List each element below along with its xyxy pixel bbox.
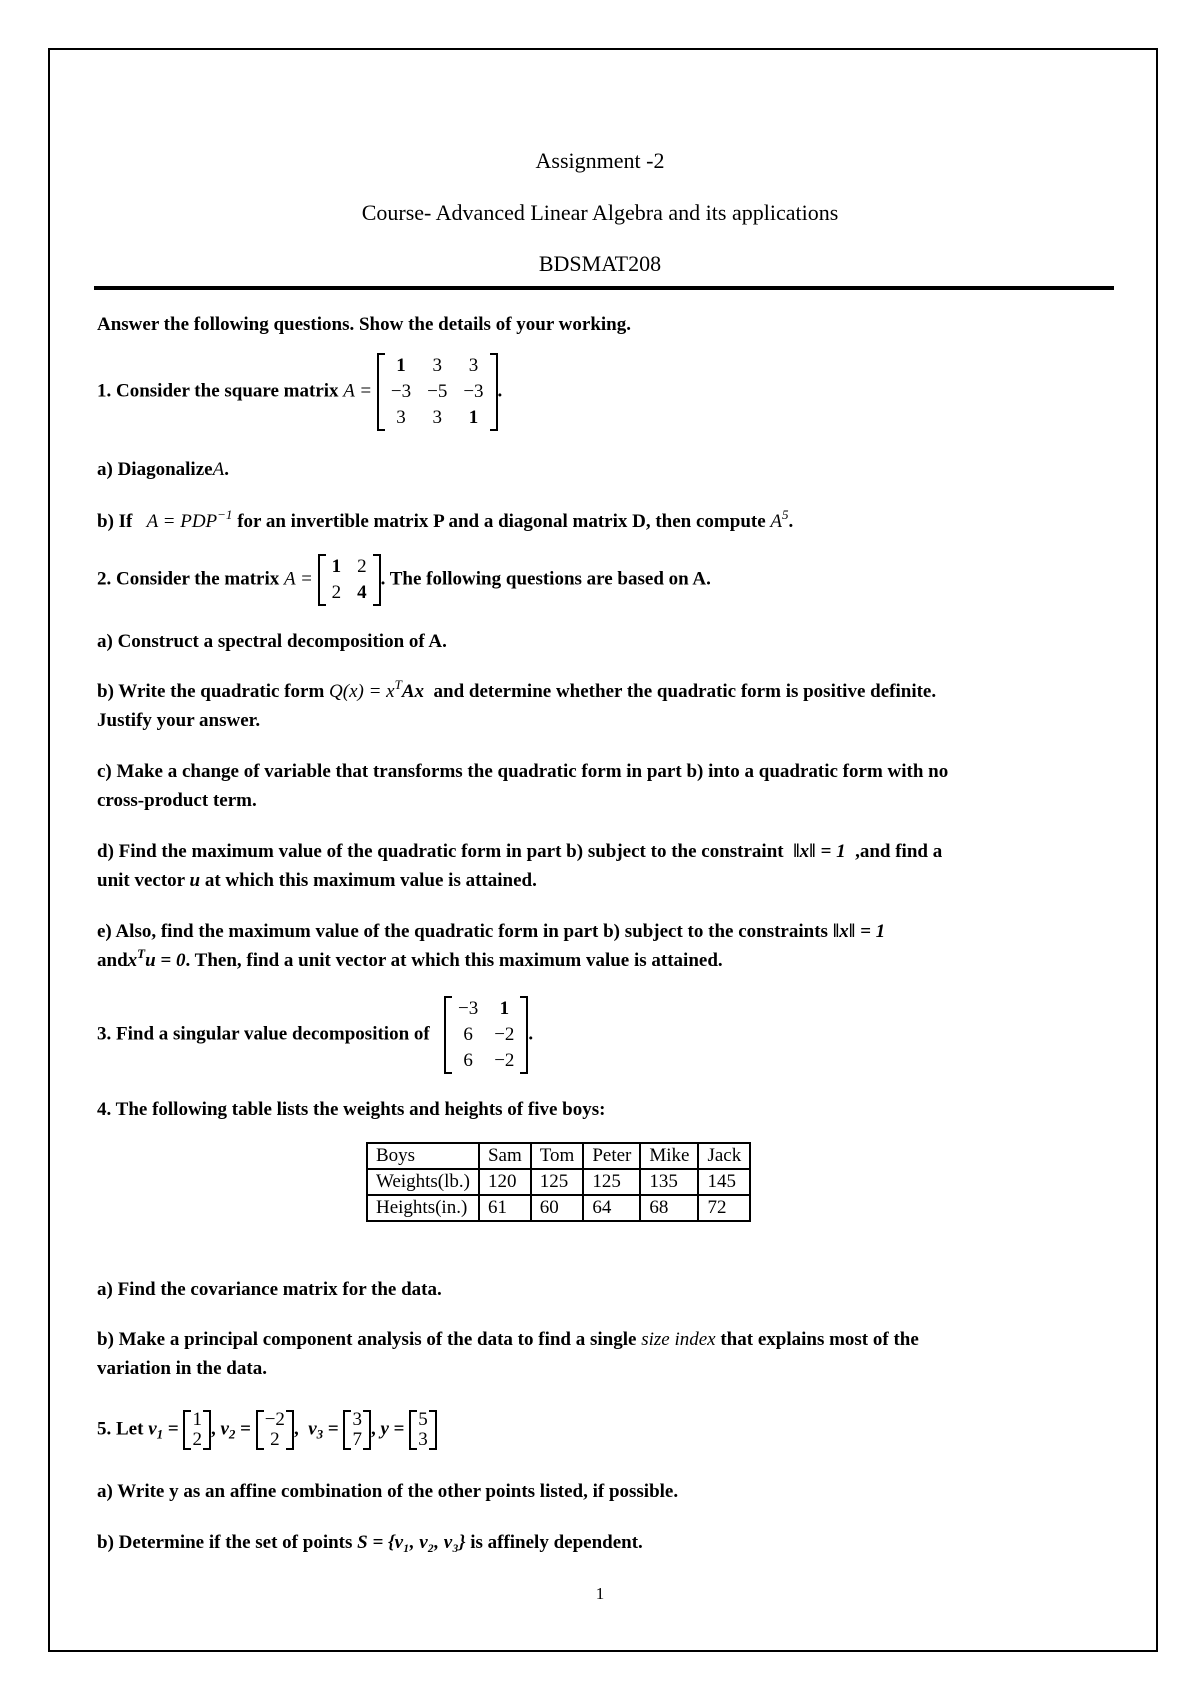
table-cell: Peter [583,1143,640,1169]
matrix-cell: 3 [468,355,479,376]
table-cell: Jack [698,1143,750,1169]
q4b-line1a: b) Make a principal component analysis of the data to find a single [97,1329,637,1350]
table-row [367,1195,750,1221]
question-2e [97,917,885,975]
table-cell: 60 [531,1195,584,1221]
table-cell: 68 [640,1195,698,1221]
matrix-cell: 1 [499,998,510,1019]
q2e-line1a: e) Also, find the maximum value of the quadratic form in part b) subject to the constraints [97,921,828,942]
q5-y-vector [409,1410,437,1450]
q2b-transpose: T [394,677,402,692]
q5b-set: S = {v₁, v₂, v₃} [357,1532,466,1553]
vector-cell: 5 [418,1409,428,1430]
matrix-cell: −2 [494,1024,515,1045]
q2c-line1: c) Make a change of variable that transforms the quadratic form in part b) into a quadratic form with no [97,761,949,782]
q1b-exponent: −1 [217,507,233,522]
question-1a: a) DiagonalizeA. [97,459,229,480]
question-4b [97,1325,919,1383]
table-cell: 145 [698,1169,750,1195]
question-2c [97,757,948,815]
q4b-line2: variation in the data. [97,1358,267,1379]
q5-v3-vector [343,1410,371,1450]
q1b-equation: A = PDP [146,511,218,532]
q2-intro: 2. Consider the matrix [97,568,280,590]
matrix-cell: 3 [432,407,442,428]
q1a-var: A [212,459,225,480]
q5-v1-label: v [148,1418,157,1440]
matrix-cell: 2 [357,556,367,577]
q2-matrix-var: A = [284,568,313,590]
q2e-x: x [127,950,138,971]
q2-matrix [318,554,381,606]
q2d-line2b: at which this maximum value is attained. [204,870,537,891]
q2e-line2b: . Then, find a unit vector at which this maximum value is attained. [185,950,723,971]
table-cell: 61 [479,1195,531,1221]
q2c-line2: cross-product term. [97,790,257,811]
matrix-cell: 1 [396,355,406,376]
page-number: 1 [595,1584,605,1603]
question-2b [97,677,936,735]
matrix-cell: −2 [494,1050,515,1071]
matrix-cell: 1 [468,407,479,428]
course-code: BDSMAT208 [538,251,662,276]
table-cell: 125 [531,1169,584,1195]
question-1b: b) If $A = PDP^{-1}$ for an invertible matrix P and a diagonal matrix D, then compute $A^5$. [97,507,794,532]
assignment-title: Assignment -2 [535,148,665,173]
q2b-suffix: and determine whether the quadratic form is positive definite. [433,681,937,702]
matrix-cell: −5 [427,381,448,402]
matrix-cell: −3 [463,381,484,402]
matrix-cell: −3 [390,381,412,402]
q5-v1-vector [183,1410,211,1450]
course-title: Course- Advanced Linear Algebra and its applications [361,200,839,225]
question-1: 1. Consider the square matrix A = 1 3 3 −3 −5 −3 3 3 1 . [97,353,502,431]
table-cell: 64 [583,1195,640,1221]
matrix-cell: 6 [463,1024,473,1045]
q2d-u: u [189,870,201,891]
vector-cell: 3 [352,1409,362,1430]
question-2a: a) Construct a spectral decomposition of A. [97,631,447,652]
question-2d [97,837,942,895]
q5-v1-sub: 1 [156,1426,164,1442]
q2e-transpose: T [137,946,146,961]
q1-intro: 1. Consider the square matrix [97,380,339,402]
q3-matrix [444,996,528,1074]
vector-cell: 2 [192,1429,202,1450]
q2b-formula: Q(x) = x [329,681,395,702]
q1b-text: for an invertible matrix P and a diagonal matrix D, then compute [237,511,766,532]
q5-v2-vector [256,1410,294,1450]
table-cell: Boys [367,1143,479,1169]
q5-v3-label: v [308,1418,317,1440]
q2e-u: u = 0 [145,950,186,971]
table-row [367,1169,750,1195]
q4b-size-index: size index [641,1329,716,1350]
matrix-cell: 2 [331,582,342,603]
matrix-cell: 3 [432,355,442,376]
q1b-prefix: b) If [97,511,133,532]
table-cell: 125 [583,1169,640,1195]
table-cell: 120 [479,1169,531,1195]
matrix-cell: 6 [463,1050,473,1071]
matrix-cell: 1 [331,556,342,577]
vector-cell: −2 [264,1409,285,1430]
q5b-suffix: is affinely dependent. [470,1532,643,1553]
q5-intro: 5. Let [97,1418,144,1440]
question-5b [97,1528,643,1557]
question-5a: a) Write y as an affine combination of the other points listed, if possible. [97,1481,679,1502]
q5-v2-label: v [220,1418,229,1440]
q5b-prefix: b) Determine if the set of points [97,1532,353,1553]
q1b-var: A [770,511,783,532]
vector-cell: 7 [352,1429,362,1450]
header-rule [94,286,1114,290]
q2d-line2a: unit vector [97,870,185,891]
q2e-constraint: ‖x‖ = 1 [832,921,886,942]
q5-y-label: y [380,1418,389,1440]
table-cell: Tom [531,1143,584,1169]
q1b-power: 5 [782,507,789,522]
question-2 [97,554,711,606]
q4b-line1b: that explains most of the [720,1329,919,1350]
q2b-line2: Justify your answer. [97,710,261,731]
question-4: 4. The following table lists the weights and heights of five boys: [97,1099,606,1120]
matrix-cell: −3 [457,998,479,1019]
q2b-prefix: b) Write the quadratic form [97,681,325,702]
table-cell: Mike [640,1143,698,1169]
vector-cell: 2 [270,1429,280,1450]
table-cell: Heights(in.) [367,1195,479,1221]
matrix-cell: 4 [357,582,367,603]
matrix-cell: 3 [396,407,406,428]
question-3: 3. Find a singular value decomposition of −3 1 6 −2 6 −2 . [97,996,533,1074]
vector-cell: 1 [192,1409,202,1430]
table-cell: Weights(lb.) [367,1169,479,1195]
q5-v2-sub: 2 [228,1426,236,1442]
q2d-constraint: ‖x‖ = 1 [793,841,846,862]
q2e-line2a: and [97,950,128,971]
table-row [367,1143,750,1169]
weights-heights-table [366,1142,751,1222]
vector-cell: 3 [418,1429,428,1450]
table-cell: 72 [698,1195,750,1221]
q2d-line1b: ,and find a [855,841,943,862]
q2-intro-end: . The following questions are based on A. [380,568,711,590]
q3-text: 3. Find a singular value decomposition of [97,1023,430,1045]
question-4a: a) Find the covariance matrix for the data. [97,1279,442,1300]
q5-v3-sub: 3 [316,1426,324,1442]
instruction: Answer the following questions. Show the details of your working. [97,314,631,335]
q1-matrix-var: A = [343,380,373,402]
table-cell: 135 [640,1169,698,1195]
q1-matrix [377,353,498,431]
question-5: 5. Let $v_1$ = 1 2 , $v_2$ = −2 2 , $v_3$ = 3 7 , y = 5 3 [97,1410,437,1450]
q2b-formula-end: Ax [401,681,425,702]
q2d-line1a: d) Find the maximum value of the quadratic form in part b) subject to the constraint [97,841,784,862]
q1a-text: a) Diagonalize [97,459,213,480]
table-cell: Sam [479,1143,531,1169]
